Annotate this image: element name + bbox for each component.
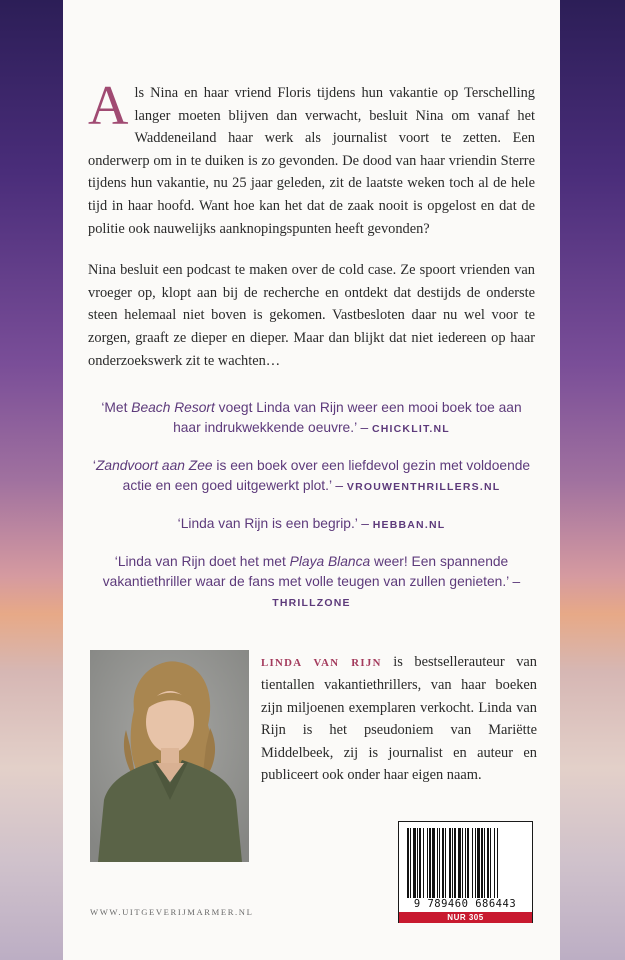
barcode-bar <box>407 828 409 898</box>
barcode-bar <box>442 828 444 898</box>
barcode-bar <box>458 828 461 898</box>
barcode-bar <box>477 828 480 898</box>
barcode-bar <box>494 828 495 898</box>
barcode-bar <box>439 828 440 898</box>
author-bio-text: is bestsellerauteur van tientallen vakantiethrillers, van haar boeken zijn miljoenen exemplaren verkocht. Linda van Rijn is het pseudoniem van Mariëtte Middelbeek, zij is journalist en auteur en publiceert ook onder haar eigen naam. <box>261 654 537 784</box>
barcode-bar <box>419 828 421 898</box>
barcode-bar <box>481 828 483 898</box>
barcode-bar <box>487 828 489 898</box>
barcode-bar <box>427 828 428 898</box>
quote-text: weer! Een spannende vakantiethriller waar de fans met volle teugen van zullen genieten.’ – <box>102 554 521 589</box>
author-name: LINDA VAN RIJN <box>261 657 382 669</box>
review-quotes <box>88 398 535 630</box>
quote-text: ‘Linda van Rijn doet het met <box>114 554 290 569</box>
barcode-bar <box>449 828 451 898</box>
quote-source: THRILLZONE <box>272 597 351 609</box>
barcode-bar <box>432 828 435 898</box>
quote-text: ‘Linda van Rijn is een begrip.’ – <box>177 516 373 531</box>
quote-text: voegt Linda van Rijn weer een mooi boek toe aan haar indrukwekkende oeuvre.’ – <box>173 400 522 435</box>
quote-text: is een boek over een liefdevol gezin met voldoende actie en een goed uitgewerkt plot.’ – <box>122 458 531 493</box>
barcode-bar <box>410 828 411 898</box>
barcode-bar <box>462 828 463 898</box>
quote-text: ‘ <box>92 458 96 473</box>
quote-title: Playa Blanca <box>289 554 371 569</box>
author-photo <box>90 650 249 862</box>
barcode-bar <box>423 828 424 898</box>
barcode-bar <box>417 828 418 898</box>
barcode-bars <box>407 828 524 898</box>
dropcap: A <box>88 75 129 137</box>
barcode-bar <box>472 828 473 898</box>
quote-source: VROUWENTHRILLERS.NL <box>346 481 501 493</box>
barcode-bar <box>452 828 453 898</box>
barcode-bar <box>490 828 491 898</box>
review-quote <box>88 456 535 497</box>
isbn-barcode <box>398 821 533 923</box>
review-quote <box>88 552 535 613</box>
barcode-bar <box>413 828 416 898</box>
barcode-bar <box>467 828 469 898</box>
author-bio <box>261 651 537 786</box>
quote-title: Beach Resort <box>131 400 215 415</box>
review-quote <box>88 514 535 535</box>
quote-source: CHICKLIT.NL <box>371 423 450 435</box>
barcode-bar <box>429 828 431 898</box>
quote-source: HEBBAN.NL <box>372 519 446 531</box>
barcode-bar <box>445 828 446 898</box>
quote-text: ‘Met <box>101 400 132 415</box>
blurb-paragraph-2: Nina besluit een podcast te maken over de cold case. Ze spoort vrienden van vroeger op, klopt aan bij de recherche en ontdekt dat destijds de onderste steen helemaal niet boven is gekomen. Vastbesloten daar nu wel voor te zorgen, graaft ze dieper en dieper. Maar dan blijkt dat niet iedereen op haar onderzoekswerk zit te wachten… <box>88 262 535 369</box>
blurb-paragraph-1-text: ls Nina en haar vriend Floris tijdens hun vakantie op Terschelling langer moeten blijven dan verwacht, besluit Nina om vanaf het Waddeneiland haar werk als journalist voort te zetten. Een onderwerp om in te duiken is zo gevonden. De dood van haar vriendin Sterre tijdens hun vakantie, nu 25 jaar geleden, zit de laatste weken toch al de hele tijd in haar hoofd. Want hoe kan het dat de zaak nooit is opgelost en dat de politie ook nauwelijks aanknopingspunten heeft gevonden? <box>88 85 535 237</box>
barcode-bar <box>437 828 438 898</box>
publisher-website: WWW.UITGEVERIJMARMER.NL <box>90 907 254 917</box>
review-quote <box>88 398 535 439</box>
blurb-paragraph-1 <box>88 75 535 240</box>
blurb-text <box>88 75 535 391</box>
barcode-bar <box>497 828 498 898</box>
barcode-bar <box>484 828 485 898</box>
barcode-bar <box>475 828 476 898</box>
quote-title: Zandvoort aan Zee <box>95 458 213 473</box>
isbn-number: 9 789460 686443 <box>413 898 517 910</box>
nur-label: NUR 305 <box>399 912 532 923</box>
barcode-bar <box>454 828 456 898</box>
barcode-bar <box>465 828 466 898</box>
